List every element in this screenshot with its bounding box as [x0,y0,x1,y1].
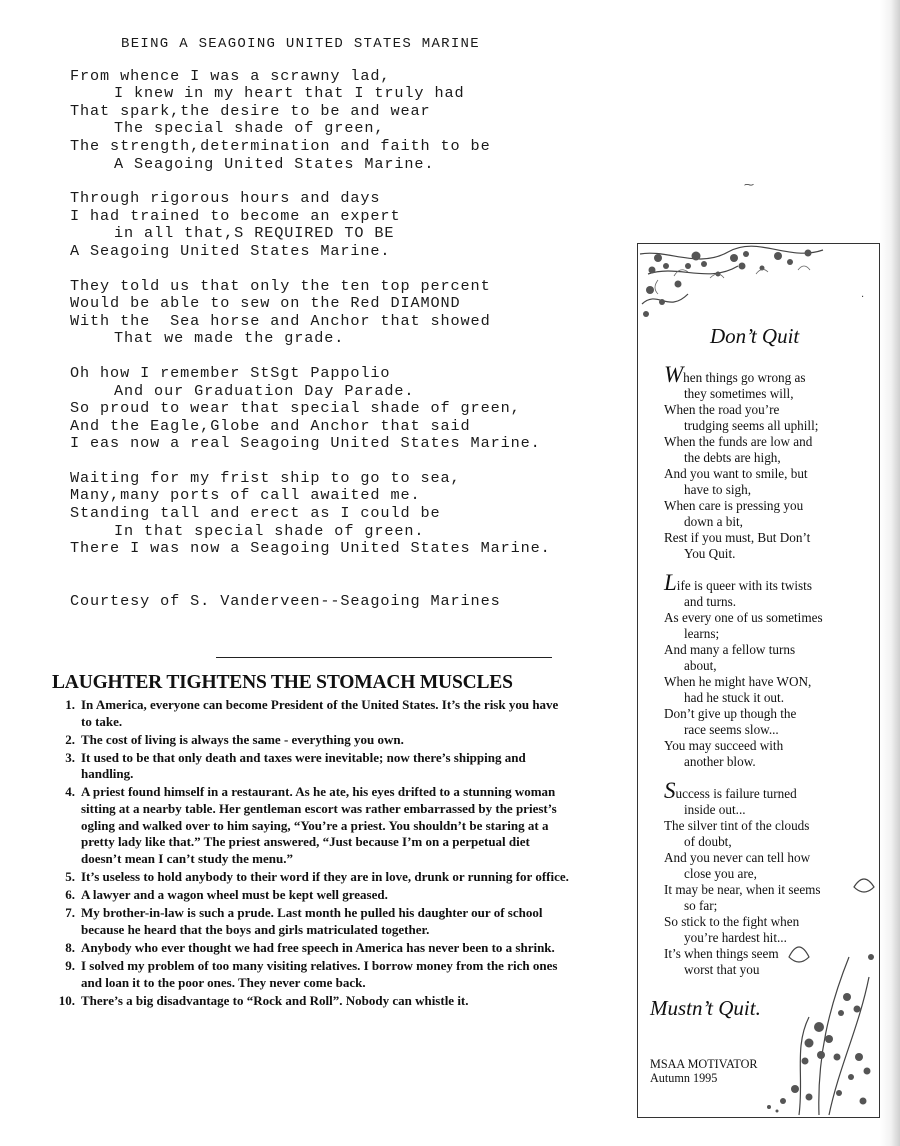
box-line: When he might have WON, [664,674,812,689]
box-line: It may be near, when it seems [664,882,821,897]
page-edge-shadow [880,0,900,1146]
poem-line: I eas now a real Seagoing United States Marine. [70,434,541,453]
joke-text: The cost of living is always the same - everything you own. [81,731,404,747]
stray-dot: · [861,292,865,303]
flower-cluster-icon [759,857,879,1117]
joke-number: 7. [65,905,75,921]
joke-item [50,887,570,904]
jokes-section [50,672,570,1011]
joke-item [50,732,570,749]
joke-number: 2. [65,731,75,747]
seagoing-marine-poem [70,36,630,610]
box-stanza [664,362,869,562]
box-line: So stick to the fight when [664,914,800,929]
drop-cap: W [664,362,684,387]
poem-line: And the Eagle,Globe and Anchor that said [70,416,471,435]
joke-item [50,750,570,783]
box-line: And you want to smile, but [664,466,808,481]
poem-line: In that special shade of green. [114,521,425,540]
box-line: another blow. [684,754,756,769]
joke-text: A priest found himself in a restaurant. As he ate, his eyes drifted to a stunning woman sitting at a nearby table. Her gentleman escort was rather embarrassed by the priest’s ogling and walked over to him saying, “You’re a priest. You shouldn’t be staring at a pretty lady like that.” The priest answered, “Just because I’m on a perpetual diet doesn’t mean I can’t study the menu.” [81,784,557,866]
box-line: You Quit. [684,546,736,561]
drop-cap: S [664,778,676,803]
box-line: have to sigh, [684,482,752,497]
poem-line: That we made the grade. [114,329,345,348]
box-line: And you never can tell how [664,850,811,865]
box-line: inside out... [684,802,746,817]
joke-text: My brother-in-law is such a prude. Last month he pulled his daughter our of school because he heard that the boys and girls matriculated together. [81,905,543,937]
jokes-title: LAUGHTER TIGHTENS THE STOMACH MUSCLES [52,672,513,693]
poem-line: Many,many ports of call awaited me. [70,486,421,505]
poem-line: Waiting for my frist ship to go to sea, [70,468,461,487]
poem-line: I had trained to become an expert [70,206,401,225]
box-stanza [664,570,869,770]
joke-text: A lawyer and a wagon wheel must be kept well greased. [81,887,388,903]
joke-item [50,869,570,886]
joke-number: 9. [65,957,75,973]
drop-cap: L [664,570,677,595]
box-title: Don’t Quit [710,324,800,348]
joke-list [50,697,570,1009]
poem-line: That spark,the desire to be and wear [70,101,431,120]
poem-line: Through rigorous hours and days [70,189,381,208]
poem-stanza [70,190,630,260]
joke-item [50,784,570,867]
box-line: of doubt, [684,834,732,849]
box-credit [650,1057,758,1085]
poem-stanza [70,278,630,348]
box-line: close you are, [684,866,757,881]
box-line: learns; [684,626,720,641]
poem-line: With the Sea horse and Anchor that showed [70,311,491,330]
box-credit-source: MSAA MOTIVATOR [650,1057,758,1071]
box-closing-line: Mustn’t Quit. [650,996,761,1020]
joke-number: 5. [65,868,75,884]
joke-text: I solved my problem of too many visiting relatives. I borrow money from the rich ones and loan it to the poor ones. They never come back. [81,957,558,990]
box-line: And many a fellow turns [664,642,796,657]
dont-quit-box [637,243,880,1118]
joke-number: 1. [65,697,75,712]
joke-text: It used to be that only death and taxes were inevitable; now there’s shipping and handling. [81,749,526,782]
box-line: so far; [684,898,718,913]
poem-line: in all that,S REQUIRED TO BE [114,224,395,243]
joke-number: 6. [65,887,75,903]
joke-number: 10. [58,992,75,1008]
box-line: When care is pressing you [664,498,804,513]
joke-number: 4. [65,784,75,800]
box-line: As every one of us sometimes [664,610,823,625]
poem-stanza [70,365,630,453]
stray-mark: ⁓ [744,180,754,191]
joke-item [50,905,570,938]
box-first-line [664,570,869,595]
box-first-line-rest: uccess is failure turned [675,786,797,801]
joke-text: Anybody who ever thought we had free speech in America has never been to a shrink. [81,939,555,955]
poem-line: So proud to wear that special shade of green, [70,399,521,418]
box-first-line-rest: hen things go wrong as [683,370,806,385]
box-credit-date: Autumn 1995 [650,1071,718,1085]
poem-line: A Seagoing United States Marine. [114,154,435,173]
joke-text: It’s useless to hold anybody to their word if they are in love, drunk or running for office. [81,868,569,884]
poem-title: BEING A SEAGOING UNITED STATES MARINE [121,36,480,52]
box-line: race seems slow... [684,722,779,737]
poem-line: From whence I was a scrawny lad, [70,66,391,85]
poem-line: The strength,determination and faith to be [70,136,491,155]
poem-line: There I was now a Seagoing United States Marine. [70,539,551,558]
box-line: The silver tint of the clouds [664,818,810,833]
poem-courtesy-line: Courtesy of S. Vanderveen--Seagoing Marines [70,591,501,610]
box-line: trudging seems all uphill; [684,418,819,433]
box-line: about, [684,658,717,673]
box-line: and turns. [684,594,737,609]
box-line: had he stuck it out. [684,690,784,705]
joke-number: 8. [65,939,75,955]
box-line: Don’t give up though the [664,706,797,721]
box-line: Rest if you must, But Don’t [664,530,811,545]
box-line: they sometimes will, [684,386,794,401]
box-line: down a bit, [684,514,743,529]
box-line: the debts are high, [684,450,781,465]
joke-text: In America, everyone can become President of the United States. It’s the risk you have to take. [81,697,559,729]
joke-item [50,958,570,991]
box-line: worst that you [684,962,760,977]
poem-line: Standing tall and erect as I could be [70,504,441,523]
poem-line: They told us that only the ten top percent [70,276,491,295]
section-divider [216,657,552,658]
poem-line: A Seagoing United States Marine. [70,241,391,260]
poem-line: And our Graduation Day Parade. [114,381,415,400]
joke-text: There’s a big disadvantage to “Rock and Roll”. Nobody can whistle it. [81,992,469,1008]
poem-stanza [70,470,630,558]
joke-item [50,940,570,957]
joke-item [50,697,570,730]
box-line: you’re hardest hit... [684,930,787,945]
poem-line: Oh how I remember StSgt Pappolio [70,363,391,382]
box-line: It’s when things seem [664,946,779,961]
joke-number: 3. [65,749,75,765]
poem-stanza [70,68,630,174]
box-line: When the funds are low and [664,434,813,449]
floral-vine-icon [638,244,828,324]
poem-line: Would be able to sew on the Red DIAMOND [70,294,461,313]
box-line: When the road you’re [664,402,780,417]
poem-line: I knew in my heart that I truly had [114,84,465,103]
poem-stanzas [70,68,630,558]
box-first-line [664,362,869,387]
poem-line: The special shade of green, [114,119,385,138]
box-first-line-rest: ife is queer with its twists [676,578,812,593]
box-first-line [664,778,869,803]
joke-item [50,993,570,1010]
box-line: You may succeed with [664,738,784,753]
